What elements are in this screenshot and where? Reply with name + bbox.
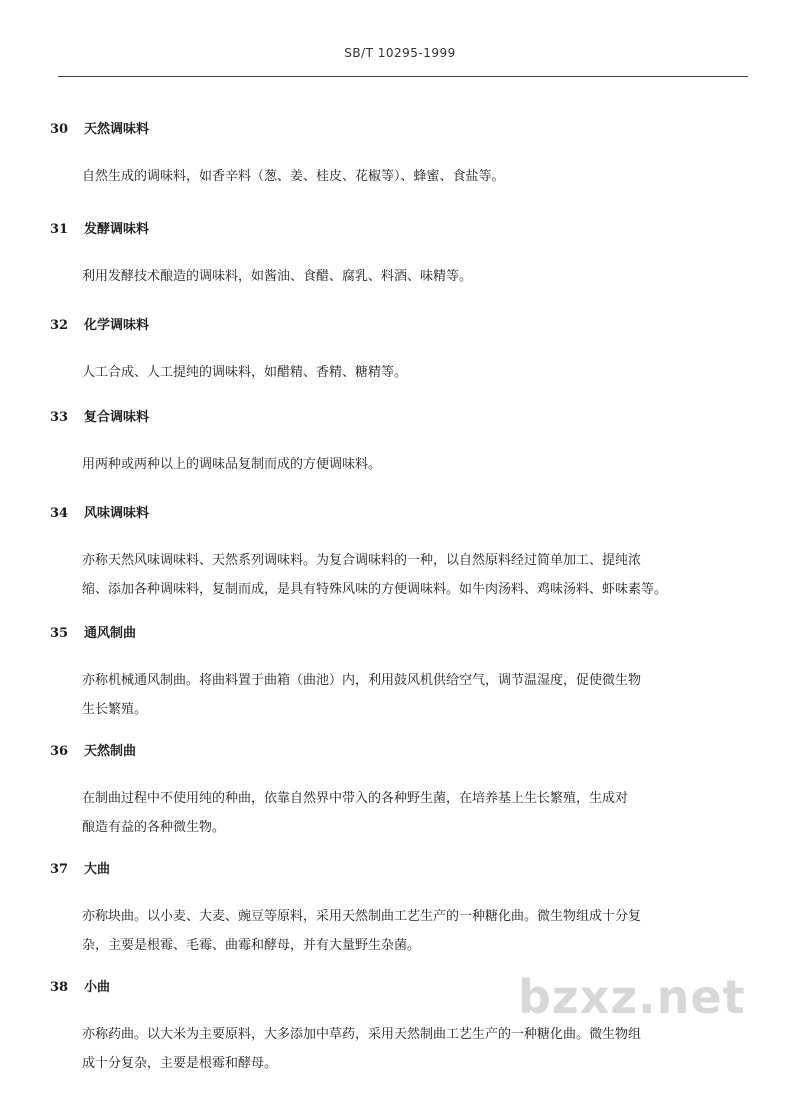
term-name: 通风制曲: [84, 626, 137, 641]
term-name: 天然制曲: [84, 744, 137, 759]
term-definition: [82, 1020, 748, 1078]
definition-line: 杂，主要是根霉、毛霉、曲霉和酵母，并有大量野生杂菌。: [82, 938, 421, 953]
definition-line: 缩、添加各种调味料，复制而成，是具有特殊风味的方便调味料。如牛肉汤料、鸡味汤料、虾味素等。: [82, 582, 668, 597]
definition-line: 利用发酵技术酿造的调味料，如酱油、食醋、腐乳、料酒、味精等。: [82, 269, 473, 284]
term-definition: [82, 666, 748, 724]
term-heading: [50, 622, 136, 641]
term-definition: [82, 784, 748, 842]
term-heading: [50, 218, 149, 237]
term-number: 34: [50, 506, 69, 521]
term-definition: [82, 262, 748, 291]
definition-line: 自然生成的调味料，如香辛料（葱、姜、桂皮、花椒等）、蜂蜜、食盐等。: [82, 169, 505, 184]
term-number: 35: [50, 626, 69, 641]
term-number: 32: [50, 318, 69, 333]
term-name: 风味调味料: [84, 506, 150, 521]
term-number: 31: [50, 222, 69, 237]
definition-line: 在制曲过程中不使用纯的种曲，依靠自然界中带入的各种野生菌，在培养基上生长繁殖，生成对: [82, 791, 629, 806]
term-heading: [50, 406, 149, 425]
definition-line: 人工合成、人工提纯的调味料，如醋精、香精、糖精等。: [82, 365, 408, 380]
term-number: 33: [50, 410, 69, 425]
header-rule: [58, 76, 748, 77]
term-number: 38: [50, 980, 69, 995]
definition-line: 生长繁殖。: [82, 702, 148, 717]
definition-line: 用两种或两种以上的调味品复制而成的方便调味料。: [82, 457, 382, 472]
term-number: 30: [50, 122, 69, 137]
definition-line: 亦称块曲。以小麦、大麦、豌豆等原料，采用天然制曲工艺生产的一种糖化曲。微生物组成十分复: [82, 909, 642, 924]
term-name: 小曲: [84, 980, 111, 995]
term-number: 37: [50, 862, 69, 877]
term-heading: [50, 502, 149, 521]
term-heading: [50, 118, 149, 137]
definition-line: 亦称机械通风制曲。将曲料置于曲箱（曲池）内，利用鼓风机供给空气，调节温湿度，促使微生物: [82, 673, 642, 688]
term-heading: [50, 976, 110, 995]
term-name: 化学调味料: [84, 318, 150, 333]
term-definition: [82, 450, 748, 479]
term-definition: [82, 902, 748, 960]
definition-line: 成十分复杂，主要是根霉和酵母。: [82, 1056, 278, 1071]
term-definition: [82, 162, 748, 191]
watermark: bzxz.net: [518, 970, 746, 1024]
term-name: 发酵调味料: [84, 222, 150, 237]
page-header: SB/T 10295-1999: [344, 46, 456, 60]
definition-line: 酿造有益的各种微生物。: [82, 820, 226, 835]
term-definition: [82, 358, 748, 387]
definition-line: 亦称天然风味调味料、天然系列调味料。为复合调味料的一种，以自然原料经过简单加工、提纯浓: [82, 553, 642, 568]
term-heading: [50, 314, 149, 333]
term-number: 36: [50, 744, 69, 759]
term-name: 大曲: [84, 862, 111, 877]
definition-line: 亦称药曲。以大米为主要原料，大多添加中草药，采用天然制曲工艺生产的一种糖化曲。微生物组: [82, 1027, 642, 1042]
term-definition: [82, 546, 748, 604]
term-name: 天然调味料: [84, 122, 150, 137]
term-heading: [50, 740, 136, 759]
term-name: 复合调味料: [84, 410, 150, 425]
term-heading: [50, 858, 110, 877]
